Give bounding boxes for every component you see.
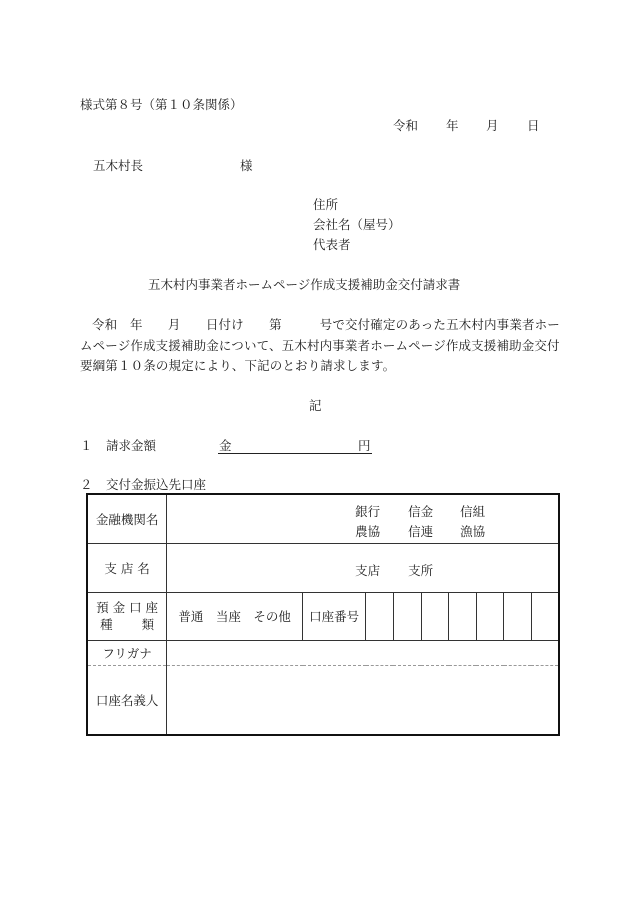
body-text: 令和 年 月 日付け 第 号で交付確定のあった五木村内事業者ホームページ作成支援補助金について、五木村内事業者ホームページ作成支援補助金交付要綱第１０条の規定により、下記のとおり請求します。 [80,317,560,373]
addressee-name: 五木村長 [93,158,144,173]
amount-underline [218,453,372,454]
bank-type-1: 銀行 [355,504,381,519]
applicant-address: 住所 [313,197,339,212]
deposit-type-field[interactable]: 普通 当座 その他 [167,592,303,640]
branch-label: 支 店 名 [87,543,167,592]
deposit-label-line1: 預 金 口 座 [96,600,159,615]
ki-heading: 記 [309,398,322,413]
furigana-field[interactable] [167,640,559,665]
account-digit-box[interactable] [504,592,532,640]
branch-type-2: 支所 [408,562,434,578]
date-year: 年 [446,118,459,133]
bank-type-3: 信組 [460,504,486,519]
account-digit-box[interactable] [421,592,449,640]
holder-row [87,665,559,735]
account-digit-box[interactable] [449,592,477,640]
holder-field[interactable] [167,665,559,735]
deposit-label-line2: 種 類 [100,617,155,632]
bank-row [87,494,559,543]
section2-number: ２ [80,477,93,492]
deposit-label [87,592,167,640]
date-era: 令和 [393,118,419,133]
section2-label: 交付金振込先口座 [106,477,207,492]
bank-account-table [86,493,560,736]
date-month: 月 [486,118,499,133]
bank-label: 金融機関名 [87,494,167,543]
account-digit-box[interactable] [476,592,504,640]
branch-type-1: 支店 [355,562,381,578]
account-digit-box[interactable] [366,592,394,640]
bank-type-4: 農協 [355,524,381,539]
addressee-honorific: 様 [240,158,253,173]
section1-label: 請求金額 [106,438,157,453]
furigana-row [87,640,559,665]
furigana-label: フリガナ [87,640,167,665]
account-digit-box[interactable] [393,592,421,640]
applicant-company: 会社名（屋号） [313,217,401,232]
bank-name-field[interactable] [167,494,559,543]
account-digit-box[interactable] [531,592,559,640]
section1-number: １ [80,438,93,453]
document-title: 五木村内事業者ホームページ作成支援補助金交付請求書 [148,277,461,292]
body-paragraph [80,315,570,377]
applicant-representative: 代表者 [313,237,351,252]
bank-type-5: 信連 [408,524,434,539]
bank-type-6: 漁協 [460,524,486,539]
account-number-label: 口座番号 [303,592,366,640]
amount-prefix: 金 [219,438,232,453]
deposit-row [87,592,559,640]
branch-row [87,543,559,592]
bank-type-2: 信金 [408,504,434,519]
branch-name-field[interactable] [167,543,559,592]
date-day: 日 [527,118,540,133]
holder-label: 口座名義人 [87,665,167,735]
amount-unit: 円 [358,438,371,453]
form-number: 様式第８号（第１０条関係） [80,97,243,112]
